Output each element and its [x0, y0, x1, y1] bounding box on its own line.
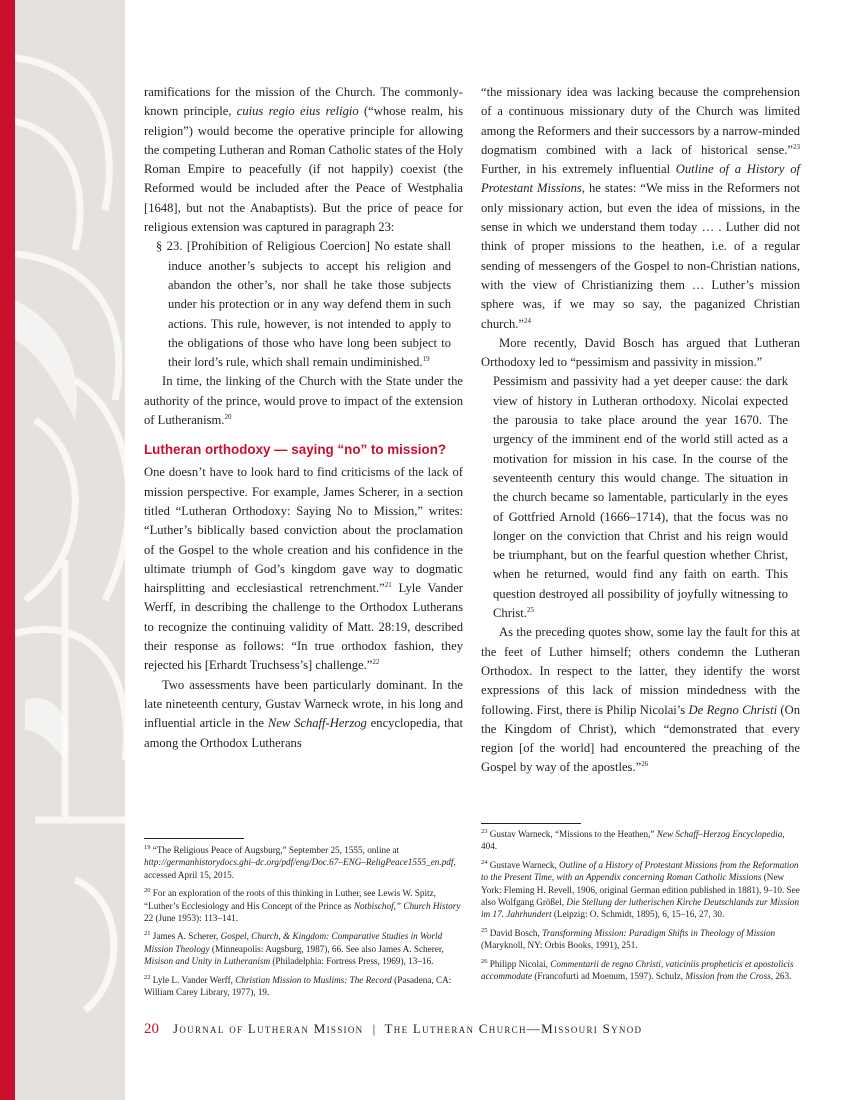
- footnote-divider: [144, 838, 244, 839]
- luther-seal-watermark-icon: [15, 0, 125, 1100]
- footnote-ref[interactable]: 20: [224, 412, 232, 421]
- page-number: 20: [144, 1021, 159, 1037]
- footnote-ref[interactable]: 21: [384, 580, 392, 589]
- publisher-name: The Lutheran Church—Missouri Synod: [384, 1021, 643, 1036]
- footnote: $^{24}$ Gustave Warneck, Outline of a History of Protestant Missions from the Reformation to the Present Time, with an Appendix concerning Roman Catholic Missions (New York: Fleming H. Revell, 1906, original German edition published in 1881), 9–10. See also Wolfgang Größel, Die Stellung der lutherischen Kirche Deutschlands zur Mission im 17. Jahrhundert (Leipzig: O. Schmidt, 1895), 6, 15–16, 27, 30.: [481, 858, 800, 920]
- footnote: $^{25}$ David Bosch, Transforming Mission: Paradigm Shifts in Theology of Mission (Maryknoll, NY: Orbis Books, 1991), 251.: [481, 926, 776, 951]
- footnote-divider: [481, 823, 581, 824]
- footnote-ref[interactable]: 19: [422, 354, 430, 363]
- journal-title: Journal of Lutheran Mission: [173, 1021, 364, 1036]
- footnote-ref[interactable]: 24: [524, 316, 532, 325]
- footnote: $^{21}$ James A. Scherer, Gospel, Church, & Kingdom: Comparative Studies in World Mission Theology (Minneapolis: Augsburg, 1987), 66. See also James A. Scherer, Misison and Unity in Lutheranism (Philadelphia: Fortress Press, 1969), 13–16.: [144, 930, 444, 967]
- footnote-link[interactable]: http://germanhistorydocs.ghi–dc.org/pdf/eng/Doc.67–ENG–ReligPeace1555_en.pdf: [144, 857, 454, 868]
- footnotes-left: [144, 844, 464, 1004]
- footnote-ref[interactable]: 22: [372, 658, 380, 667]
- page-footer: [144, 1021, 642, 1038]
- footnote: $^{26}$ Philipp Nicolai, Commentarii de regno Christi, vaticiniis propheticis et apostolicis accommodate (Francofurti ad Moenum, 1597). Schulz, Mission from the Cross, 263.: [481, 957, 794, 982]
- section-heading: Lutheran orthodoxy — saying “no” to mission?: [144, 442, 447, 458]
- footnote-ref[interactable]: 25: [526, 605, 534, 614]
- footnote-ref[interactable]: 26: [641, 760, 649, 769]
- left-red-bar: [0, 0, 15, 1100]
- paragraph: “the missionary idea was lacking because the comprehension of a continuous missionary duty of the Church was limited among the Reformers and their successors by a narrow-minded dogmatism combined with a lack of historical sense.”$^{23}$ Further, in his extremely influential Outline of a History of Protestant Missions, he states: “We miss in the Reformers not only missionary action, but even the idea of missions, in the sense in which we understand them today … . Luther did not think of proper missions to the heathen, i.e. of a regular sending of messengers of the Gospel to non-Christian nations, with the view of Christianizing them … Luther’s mission sphere was, if we may so say, the paganized Christian church.”$^{24}$: [481, 85, 800, 331]
- footnote: $^{19}$ “The Religious Peace of Augsburg,” September 25, 1555, online at http://germanhistorydocs.ghi–dc.org/pdf/eng/Doc.67–ENG–ReligPeace1555_en.pdf, accessed April 15, 2015.: [144, 843, 456, 880]
- right-column: [481, 83, 800, 778]
- block-quote: Pessimism and passivity had a yet deeper cause: the dark view of history in Lutheran orthodoxy. Nicolai expected the parousia to take place around the year 1670. The urgency of the imminent end of the world still acted as a motivation for mission in his case. In the course of the seventeenth century this would change. The situation in the church became so lamentable, particularly in the eyes of Gottfried Arnold (1666–1714), that the focus was no longer on the conviction that Christ and his reign would be triumphant, but on the fearful question whether Christ, when he returned, would find any faith on earth. This question destroyed all possibility of joyfully witnessing to Christ.$^{25}$: [493, 374, 788, 621]
- paragraph: In time, the linking of the Church with the State under the authority of the prince, would prove to impact of the extension of Lutheranism.$^{20}$: [144, 374, 463, 428]
- paragraph: Two assessments have been particularly dominant. In the late nineteenth century, Gustav Warneck wrote, in his long and influential article in the New Schaff-Herzog encyclopedia, that among the Orthodox Lutherans: [144, 677, 463, 750]
- footnotes-right: [481, 828, 801, 988]
- footnote: $^{23}$ Gustav Warneck, “Missions to the Heathen,” New Schaff–Herzog Encyclopedia, 404.: [481, 827, 785, 852]
- left-column: [144, 83, 463, 753]
- footnote-ref[interactable]: 23: [793, 142, 800, 151]
- footnote: $^{20}$ For an exploration of the roots of this thinking in Luther, see Lewis W. Spitz, “Luther’s Ecclesiology and His Concept of the Prince as Notbischof,” Church History 22 (June 1953): 113–141.: [144, 887, 461, 924]
- paragraph: One doesn’t have to look hard to find criticisms of the lack of mission perspective. For example, James Scherer, in a section titled “Lutheran Orthodoxy: Saying No to Mission,” writes: “Luther’s biblically based conviction about the proclamation of the Gospel to the whole creation and his confidence in the ultimate triumph of God’s kingdom gave way to dogmatic hairsplitting and ecclesiastical retrenchment.”$^{21}$ Lyle Vander Werff, in describing the challenge to the Orthodox Lutherans to recognize the continuing validity of Matt. 28:19, described their response as follows: “In true orthodox fashion, they rejected his [Erhardt Truchsess’s] challenge.”$^{22}$: [144, 465, 463, 673]
- paragraph: As the preceding quotes show, some lay the fault for this at the feet of Luther himself; others condemn the Lutheran Orthodox. In respect to the latter, they identify the worst expressions of this lack of mission mindedness with the following. First, there is Philip Nicolai’s De Regno Christi (On the Kingdom of Christ), which “demonstrated that every region [of the world] had encountered the preaching of the Gospel by way of the apostles.”$^{26}$: [481, 625, 801, 775]
- block-quote: § 23. [Prohibition of Religious Coercion] No estate shall induce another’s subjects to accept his religion and abandon the other’s, nor shall he take those subjects under his protection or in any way defend them in such actions. This rule, however, is not intended to apply to the obligations of those who have long been subject to their lord’s rule, which shall remain undiminished.$^{19}$: [156, 239, 451, 370]
- paragraph: More recently, David Bosch has argued that Lutheran Orthodoxy led to “pessimism and passivity in mission.”: [481, 335, 800, 370]
- paragraph: ramifications for the mission of the Church. The commonly-known principle, cuius regio eius religio (“whose realm, his religion”) would become the operative principle for allowing the competing Lutheran and Roman Catholic states of the Holy Roman Empire to peacefully (if not happily) coexist (the Reformed would be included after the Peace of Westphalia [1648], but not the Anabaptists). But the price of peace for religious extension was captured in paragraph 23:: [144, 85, 463, 235]
- decorative-sidebar: [15, 0, 125, 1100]
- footer-separator: |: [372, 1021, 376, 1036]
- footnote: $^{22}$ Lyle L. Vander Werff, Christian Mission to Muslims: The Record (Pasadena, CA: William Carey Library, 1977), 19.: [144, 973, 452, 998]
